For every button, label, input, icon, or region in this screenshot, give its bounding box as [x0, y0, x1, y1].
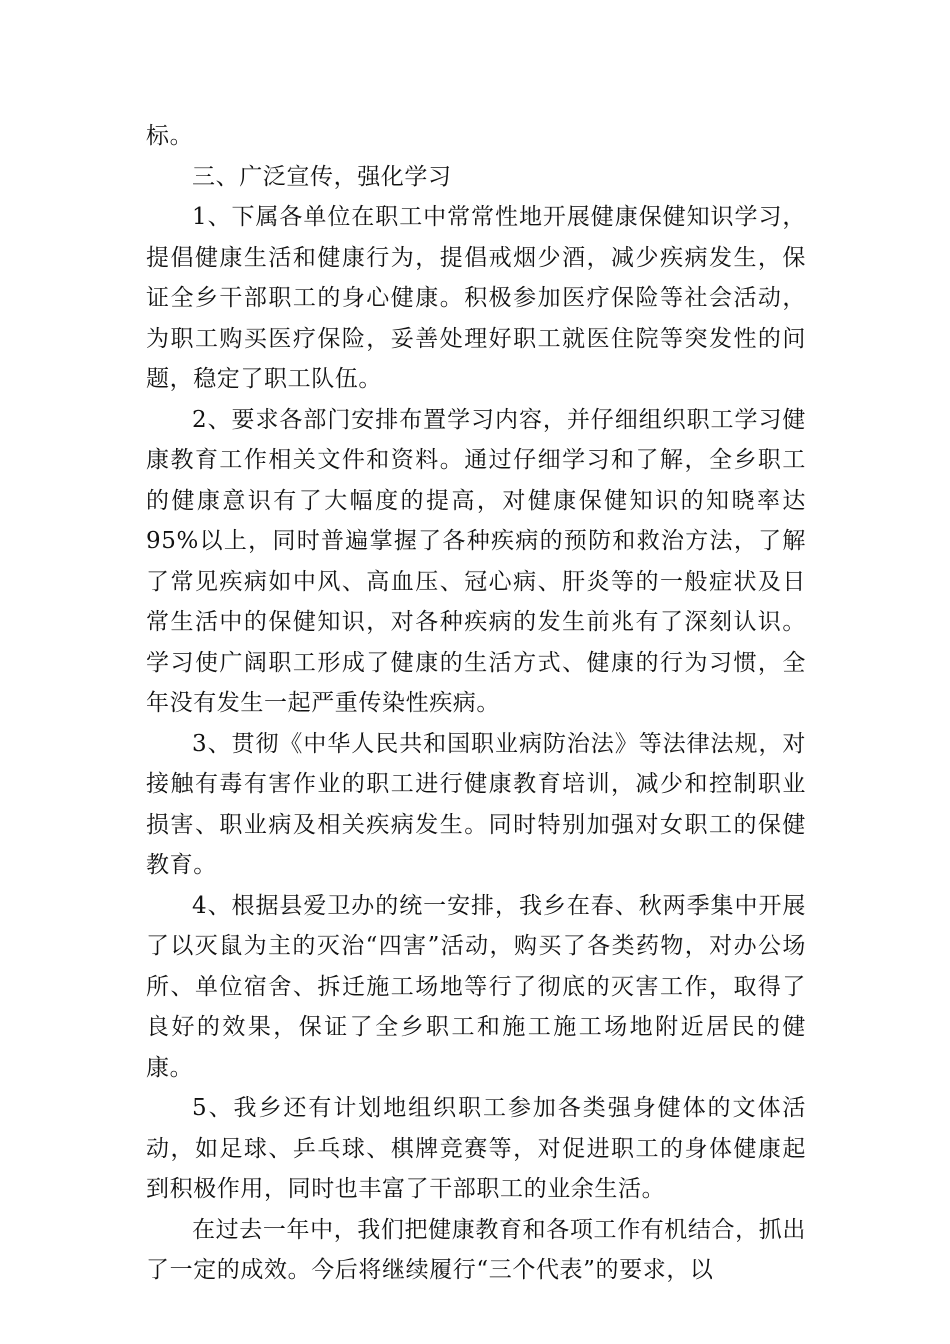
document-body: [146, 116, 806, 1291]
section-heading: 三、广泛宣传，强化学习: [192, 163, 452, 190]
paragraph-item-1: 1、下属各单位在职工中常常性地开展健康保健知识学习，提倡健康生活和健康行为，提倡戒烟少酒，减少疾病发生，保证全乡干部职工的身心健康。积极参加医疗保险等社会活动，为职工购买医疗保险，妥善处理好职工就医住院等突发性的问题，稳定了职工队伍。: [146, 204, 806, 392]
paragraph-item-2: 2、要求各部门安排布置学习内容，并仔细组织职工学习健康教育工作相关文件和资料。通过仔细学习和了解，全乡职工的健康意识有了大幅度的提高，对健康保健知识的知晓率达95%以上，同时普遍掌握了各种疾病的预防和救治方法，了解了常见疾病如中风、高血压、冠心病、肝炎等的一般症状及日常生活中的保健知识，对各种疾病的发生前兆有了深刻认识。学习使广阔职工形成了健康的生活方式、健康的行为习惯，全年没有发生一起严重传染性疾病。: [146, 406, 806, 716]
paragraph-item-5: 5、我乡还有计划地组织职工参加各类强身健体的文体活动，如足球、乒乓球、棋牌竞赛等，对促进职工的身体健康起到积极作用，同时也丰富了干部职工的业余生活。: [146, 1095, 806, 1202]
paragraph-continuation: 标。: [146, 123, 194, 149]
paragraph-item-4: 4、根据县爱卫办的统一安排，我乡在春、秋两季集中开展了以灭鼠为主的灭治“四害”活动，购买了各类药物，对办公场所、单位宿舍、拆迁施工场地等行了彻底的灭害工作，取得了良好的效果，保证了全乡职工和施工施工场地附近居民的健康。: [146, 892, 806, 1081]
paragraph-summary: 在过去一年中，我们把健康教育和各项工作有机结合，抓出了一定的成效。今后将继续履行“三个代表”的要求，以: [146, 1216, 806, 1283]
paragraph-item-3: 3、贯彻《中华人民共和国职业病防治法》等法律法规，对接触有毒有害作业的职工进行健康教育培训，减少和控制职业损害、职业病及相关疾病发生。同时特别加强对女职工的保健教育。: [146, 730, 806, 878]
